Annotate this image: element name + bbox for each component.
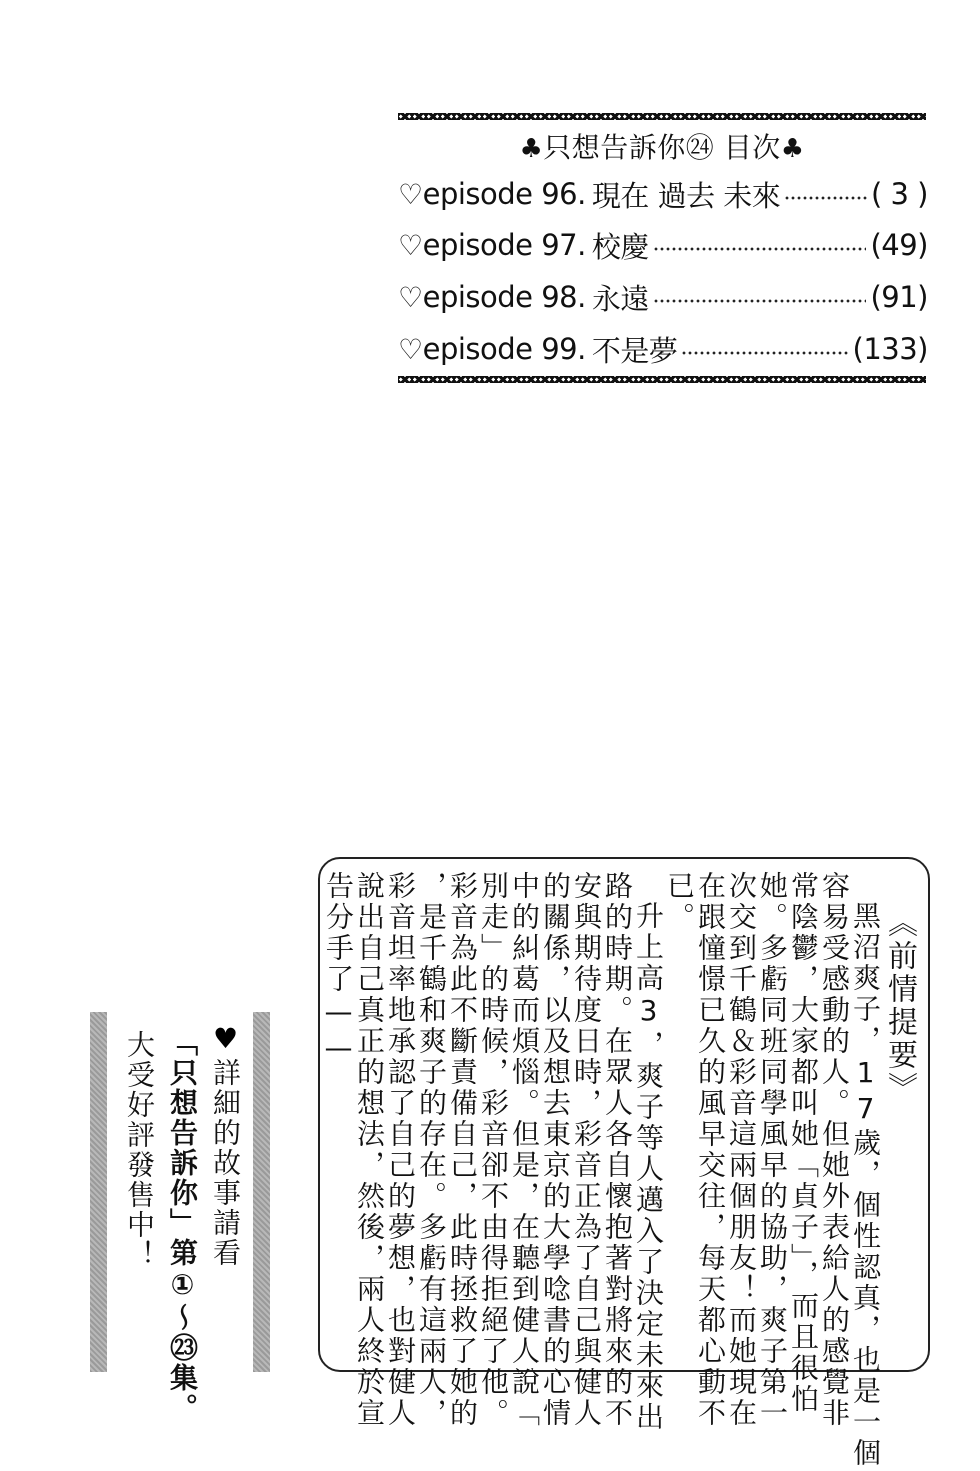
synopsis-column: 她。多虧同班同學風早的協助，爽子第一 [756, 871, 789, 1429]
dot-leader [784, 196, 867, 200]
toc-entry[interactable] [398, 329, 928, 369]
page-number: (91) [870, 280, 928, 314]
synopsis-column: 升上高3，爽子等人邁入了決定未來出 [632, 901, 665, 1433]
club-icon: ♣ [519, 134, 544, 164]
toc-entry[interactable] [398, 174, 928, 214]
episode-number: episode 98. [422, 280, 586, 314]
episode-title: 不是夢 [591, 333, 678, 368]
heart-outline-icon: ♡ [398, 177, 423, 211]
heart-outline-icon: ♡ [398, 332, 423, 366]
page-number: ( 3 ) [870, 177, 928, 211]
synopsis-column: 安與期待度日時，彩音正為了自己與健人 [570, 871, 603, 1429]
promo-line-3: 大受好評發售中！ [123, 1030, 156, 1270]
toc-title [398, 130, 926, 167]
page-number: (133) [852, 332, 928, 366]
synopsis-column: 黑沼爽子，17歲，個性認真，也是一個 [849, 901, 882, 1469]
zigzag-border-top [398, 113, 926, 120]
synopsis-column: 彩音坦率地承認了自己的夢想，也對健人 [384, 871, 417, 1429]
synopsis-heading: 《前情提要》 [882, 907, 917, 1105]
episode-number: episode 99. [422, 332, 586, 366]
promo-line-1: 詳細的故事請看 [209, 1058, 242, 1268]
synopsis-column: 彩音為此不斷責備自己，此時拯救了她的 [446, 871, 479, 1429]
synopsis-column: 路的時期。在眾人各自懷抱著對將來的不 [601, 871, 634, 1429]
episode-title: 校慶 [591, 229, 649, 264]
heart-icon: ♥ [209, 1022, 242, 1057]
synopsis-column: 告分手了—— [322, 871, 355, 1067]
synopsis-column: 已。 [663, 871, 696, 933]
toc-entry[interactable] [398, 225, 928, 265]
episode-title: 現在 過去 未來 [591, 178, 781, 213]
episode-number: episode 96. [422, 177, 586, 211]
page-number: (49) [870, 228, 928, 262]
synopsis-column: 在跟憧憬已久的風早交往，每天都心動不 [694, 871, 727, 1429]
toc-title-text: 只想告訴你㉔ 目次 [543, 131, 781, 164]
synopsis-column: 容易受感動的人。但她外表給人的感覺非 [818, 871, 851, 1429]
heart-outline-icon: ♡ [398, 280, 423, 314]
synopsis-column: 的關係，以及想去東京的大學唸書的心情 [539, 871, 572, 1429]
club-icon: ♣ [780, 134, 805, 164]
synopsis-box [318, 857, 930, 1469]
dot-leader [653, 247, 867, 251]
heart-outline-icon: ♡ [398, 228, 423, 262]
toc-entry[interactable] [398, 277, 928, 317]
dot-leader [653, 299, 867, 303]
zigzag-border-bottom [398, 376, 926, 383]
synopsis-column: 說出自己真正的想法，然後，兩人終於宣 [353, 871, 386, 1429]
synopsis-column: 常陰鬱，大家都叫她「貞子」，而且很怕 [787, 871, 820, 1415]
episode-number: episode 97. [422, 228, 586, 262]
gray-bar-right [253, 1012, 270, 1372]
promo-line-2: 「只想告訴你」第①～㉓集。 [166, 1028, 199, 1423]
synopsis-column: 中的糾葛而煩惱。但是，在聽到健人說「 [508, 871, 541, 1429]
gray-bar-left [90, 1012, 107, 1372]
synopsis-column: 別走」的時候，彩音卻不由得拒絕了他。 [477, 871, 510, 1429]
synopsis-column: 次交到千鶴＆彩音這兩個朋友！而她現在 [725, 871, 758, 1429]
dot-leader [681, 351, 848, 355]
synopsis-column: ，是千鶴和爽子的存在。多虧有這兩人， [415, 871, 448, 1429]
episode-title: 永遠 [591, 281, 649, 316]
